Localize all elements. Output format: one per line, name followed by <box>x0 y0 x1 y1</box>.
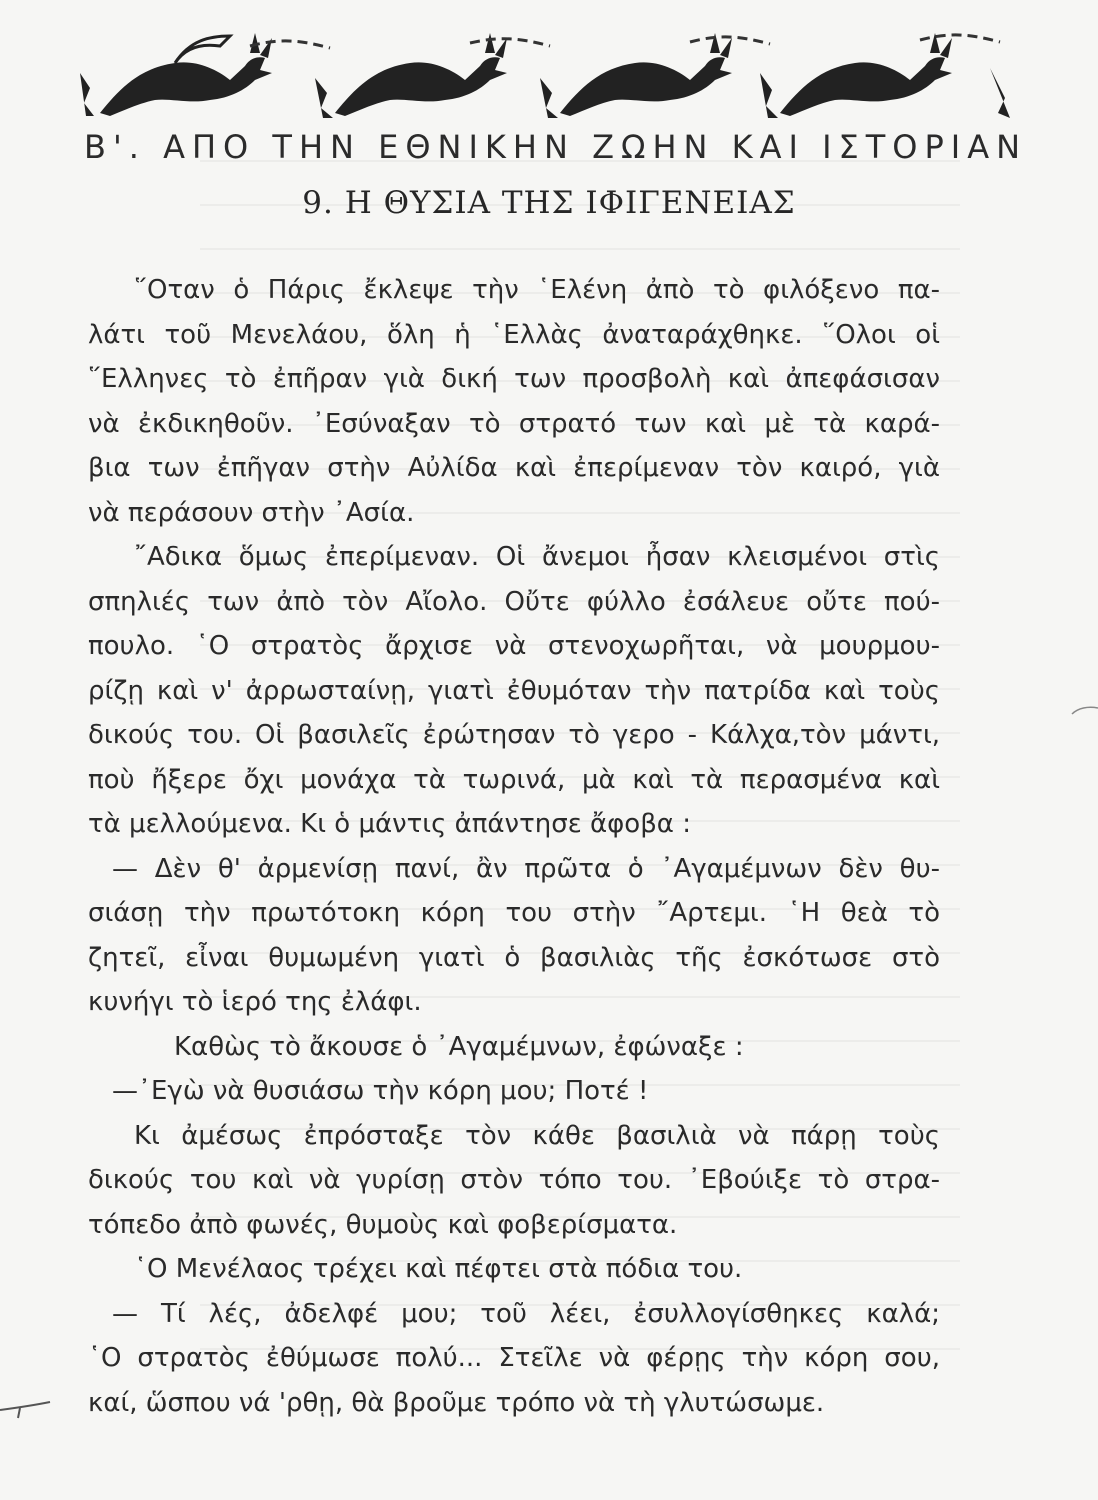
text-line: σπηλιές των ἀπὸ τὸν Αἴολο. Οὔτε φύλλο ἐσάλευε οὔτε πού- <box>88 586 940 617</box>
text-line: ρίζῃ καὶ ν' ἀρρωσταίνῃ, γιατὶ ἐθυμόταν τὴν πατρίδα καὶ τοὺς <box>88 675 940 706</box>
text-line: —᾿Εγὼ νὰ θυσιάσω τὴν κόρη μου; Ποτέ ! <box>112 1076 649 1106</box>
deer-figure-1 <box>80 33 272 116</box>
running-deer-frieze <box>70 18 1030 120</box>
text-line: κυνήγι τὸ ἱερό της ἐλάφι. <box>88 987 422 1017</box>
text-line: νὰ περάσουν στὴν ᾿Ασία. <box>88 497 415 528</box>
text-line: ζητεῖ, εἶναι θυμωμένη γιατὶ ὁ βασιλιὰς τῆς ἐσκότωσε στὸ <box>88 942 940 973</box>
wave-line <box>250 35 1000 48</box>
text-line: σιάσῃ τὴν πρωτότοκη κόρη του στὴν ῎Αρτεμι. ῾Η θεὰ τὸ <box>88 898 940 928</box>
text-line: ῾Ο στρατὸς ἐθύμωσε πολύ... Στεῖλε νὰ φέρῃς τὴν κόρη σου, <box>88 1343 940 1373</box>
text-line: τὰ μελλούμενα. Κι ὁ μάντις ἀπάντησε ἄφοβα : <box>88 809 691 839</box>
deer-figure-3 <box>540 33 732 118</box>
text-line: ῞Οταν ὁ Πάρις ἔκλεψε τὴν ῾Ελένη ἀπὸ τὸ φιλόξενο πα- <box>134 275 940 305</box>
text-line: Καθὼς τὸ ἄκουσε ὁ ᾿Αγαμέμνων, ἐφώναξε : <box>174 1031 744 1062</box>
scan-mark <box>0 1380 60 1420</box>
text-line: καί, ὥσπου νά 'ρθῃ, θὰ βροῦμε τρόπο νὰ τὴ γλυτώσωμε. <box>88 1387 825 1418</box>
text-line: βια των ἐπῆγαν στὴν Αὐλίδα καὶ ἐπερίμεναν τὸν καιρό, γιὰ <box>88 453 940 483</box>
text-line: Κι ἀμέσως ἐπρόσταξε τὸν κάθε βασιλιὰ νὰ πάρῃ τοὺς <box>134 1120 940 1151</box>
story-text <box>88 268 940 1425</box>
text-line: ῾Ο Μενέλαος τρέχει καὶ πέφτει στὰ πόδια του. <box>134 1254 743 1284</box>
section-heading: Β'. ΑΠΟ ΤΗΝ ΕΘΝΙΚΗΝ ΖΩΗΝ ΚΑΙ ΙΣΤΟΡΙΑΝ <box>84 128 1028 166</box>
text-line: ῎Αδικα ὅμως ἐπερίμεναν. Οἱ ἄνεμοι ἦσαν κλεισμένοι στὶς <box>134 542 940 572</box>
text-line: δικούς του. Οἱ βασιλεῖς ἐρώτησαν τὸ γερο - Κάλχα,τὸν μάντι, <box>88 720 940 750</box>
text-line: ποὺ ἤξερε ὄχι μονάχα τὰ τωρινά, μὰ καὶ τὰ περασμένα καὶ <box>88 764 940 795</box>
text-line: τόπεδο ἀπὸ φωνές, θυμοὺς καὶ φοβερίσματα. <box>88 1209 678 1240</box>
text-line: πουλο. ῾Ο στρατὸς ἄρχισε νὰ στενοχωρῆται, νὰ μουρμου- <box>88 631 940 661</box>
text-line: ῞Ελληνες τὸ ἐπῆραν γιὰ δική των προσβολὴ καὶ ἀπεφάσισαν <box>88 364 940 394</box>
chapter-title: 9. Η ΘΥΣΙΑ ΤΗΣ ΙΦΙΓΕΝΕΙΑΣ <box>302 185 796 221</box>
deer-figure-4 <box>760 33 1010 118</box>
text-line: λάτι τοῦ Μενελάου, ὅλη ἡ ῾Ελλὰς ἀναταράχθηκε. ῞Ολοι οἱ <box>88 319 940 350</box>
scan-mark <box>1068 700 1098 720</box>
text-line: δικούς του καὶ νὰ γυρίσῃ στὸν τόπο του. ᾿Εβούιξε τὸ στρα- <box>88 1165 940 1195</box>
text-line: — Τί λές, ἀδελφέ μου; τοῦ λέει, ἐσυλλογίσθηκες καλά; <box>112 1298 940 1329</box>
text-line: νὰ ἐκδικηθοῦν. ᾿Εσύναξαν τὸ στρατό των καὶ μὲ τὰ καρά- <box>88 408 940 439</box>
deer-figure-2 <box>315 33 507 118</box>
text-line: — Δὲν θ' ἀρμενίσῃ πανί, ἂν πρῶτα ὁ ᾿Αγαμέμνων δὲν θυ- <box>112 853 940 884</box>
